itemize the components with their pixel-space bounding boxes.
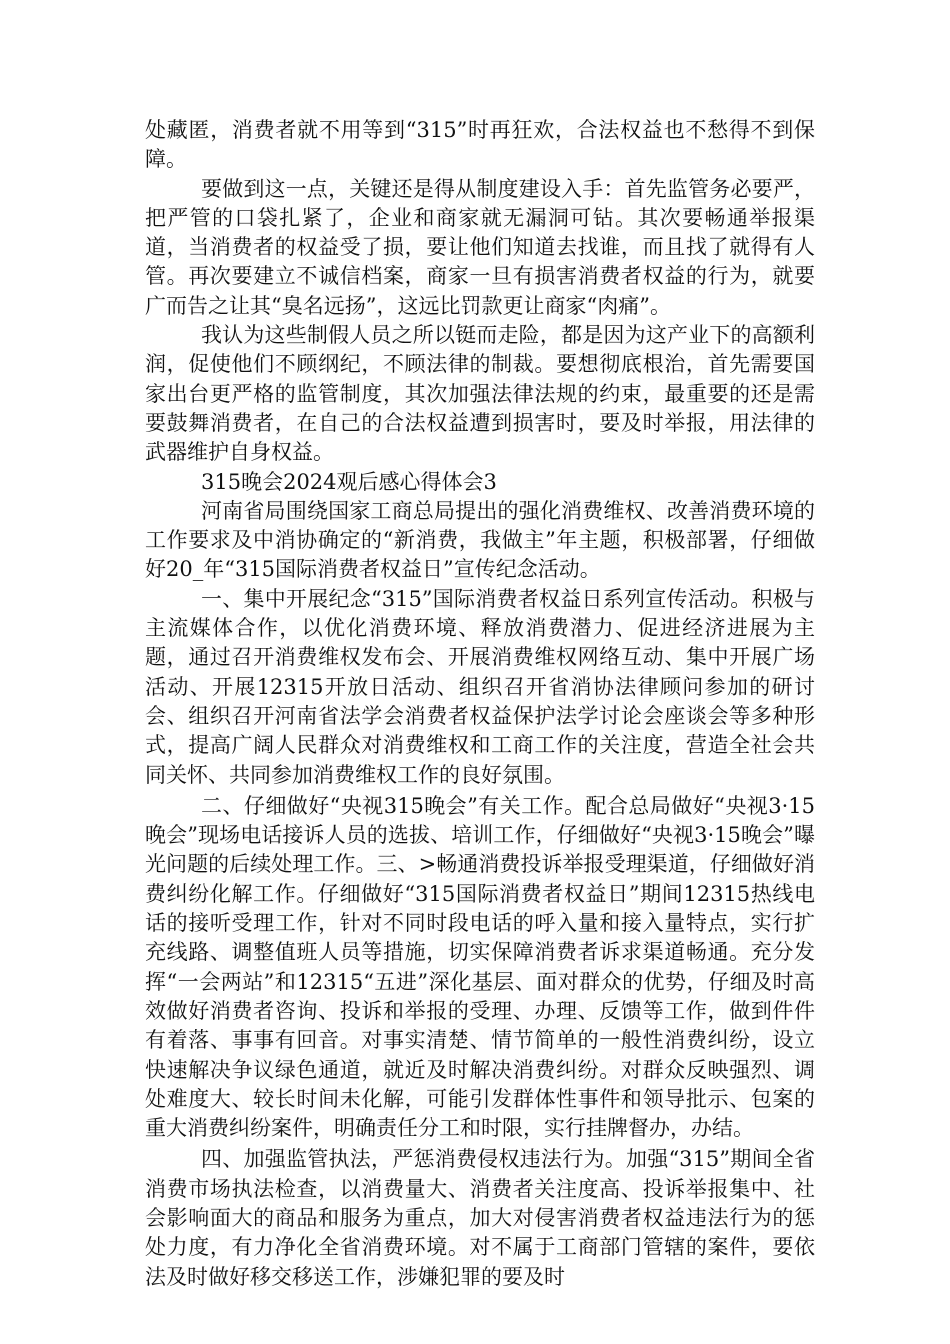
paragraph-item-4: 四、加强监管执法，严惩消费侵权违法行为。加强“315”期间全省消费市场执法检查，以消费量大、消费者关注度高、投诉举报集中、社会影响面大的商品和服务为重点，加大对侵害消费者权益违法行为的惩处力度，有力净化全省消费环境。对不属于工商部门管辖的案件，要依法及时做好移交移送工作，涉嫌犯罪的要及时 xyxy=(145,1147,815,1289)
paragraph-intro: 河南省局围绕国家工商总局提出的强化消费维权、改善消费环境的工作要求及中消协确定的“新消费，我做主”年主题，积极部署，仔细做好20_年“315国际消费者权益日”宣传纪念活动。 xyxy=(145,498,815,582)
paragraph-3: 我认为这些制假人员之所以铤而走险，都是因为这产业下的高额利润，促使他们不顾纲纪，不顾法律的制裁。要想彻底根治，首先需要国家出台更严格的监管制度，其次加强法律法规的约束，最重要的还是需要鼓舞消费者，在自己的合法权益遭到损害时，要及时举报，用法律的武器维护自身权益。 xyxy=(145,323,815,465)
document-body xyxy=(145,116,815,1292)
section-heading: 315晚会2024观后感心得体会3 xyxy=(201,469,497,494)
paragraph-2: 要做到这一点，关键还是得从制度建设入手：首先监管务必要严，把严管的口袋扎紧了，企业和商家就无漏洞可钻。其次要畅通举报渠道，当消费者的权益受了损，要让他们知道去找谁，而且找了就得有人管。再次要建立不诚信档案，商家一旦有损害消费者权益的行为，就要广而告之让其“臭名远扬”，这远比罚款更让商家“肉痛”。 xyxy=(145,176,815,318)
paragraph-1: 处藏匿，消费者就不用等到“315”时再狂欢，合法权益也不愁得不到保障。 xyxy=(145,118,815,172)
paragraph-item-2: 二、仔细做好“央视315晚会”有关工作。配合总局做好“央视3·15晚会”现场电话接诉人员的选拔、培训工作，仔细做好“央视3·15晚会”曝光问题的后续处理工作。三、>畅通消费投诉举报受理渠道，仔细做好消费纠纷化解工作。仔细做好“315国际消费者权益日”期间12315热线电话的接听受理工作，针对不同时段电话的呼入量和接入量特点，实行扩充线路、调整值班人员等措施，切实保障消费者诉求渠道畅通。充分发挥“一会两站”和12315“五进”深化基层、面对群众的优势，仔细及时高效做好消费者咨询、投诉和举报的受理、办理、反馈等工作，做到件件有着落、事事有回音。对事实清楚、情节简单的一般性消费纠纷，设立快速解决争议绿色通道，就近及时解决消费纠纷。对群众反映强烈、调处难度大、较长时间未化解，可能引发群体性事件和领导批示、包案的重大消费纠纷案件，明确责任分工和时限，实行挂牌督办，办结。 xyxy=(145,793,815,1141)
paragraph-item-1: 一、集中开展纪念“315”国际消费者权益日系列宣传活动。积极与主流媒体合作，以优化消费环境、释放消费潜力、促进经济进展为主题，通过召开消费维权发布会、开展消费维权网络互动、集中开展广场活动、开展12315开放日活动、组织召开省消协法律顾问参加的研讨会、组织召开河南省法学会消费者权益保护法学讨论会座谈会等多种形式，提高广阔人民群众对消费维权和工商工作的关注度，营造全社会共同关怀、共同参加消费维权工作的良好氛围。 xyxy=(145,586,815,787)
